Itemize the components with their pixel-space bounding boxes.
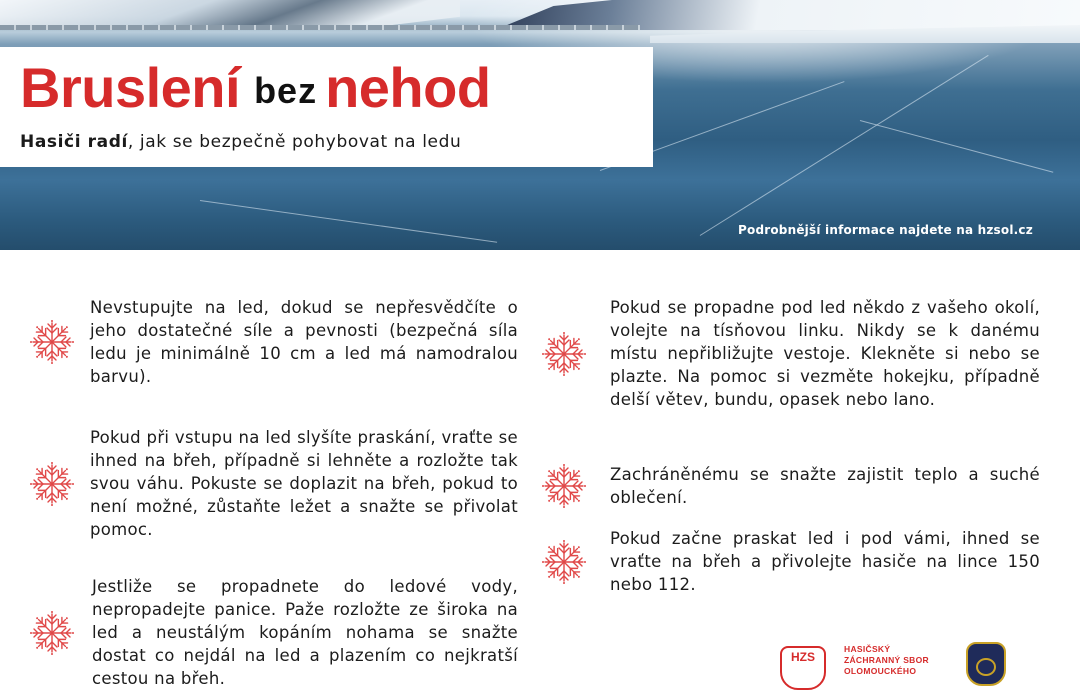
dam-image [0,25,640,30]
hzs-logo-text: HZS [791,650,815,664]
page-title [20,55,491,120]
tip-item [540,296,1040,411]
tip-item [28,426,518,541]
tip-item [28,575,518,690]
tip-item [28,296,518,388]
org-line-3: OLOMOUCKÉHO [844,666,917,676]
org-line-1: HASIČSKÝ [844,644,891,654]
title-panel [0,47,653,167]
title-word-bez: bez [254,70,318,111]
subtitle-bold: Hasiči radí [20,132,128,152]
snowflake-icon [540,462,588,510]
tip-text: Jestliže se propadnete do ledové vody, nepropadejte panice. Paže rozložte ze široka na led a neustálým kopáním nohama se snažte dostat co nejdál na led a plazením co nejkratší cestou na břeh. [92,577,518,688]
mountain-image-left [0,0,460,28]
subtitle-rest: , jak se bezpečně pohybovat na ledu [127,132,462,152]
subtitle [20,132,461,152]
tip-text: Nevstupujte na led, dokud se nepřesvědčíte o jeho dostatečné síle a pevnosti (bezpečná síla ledu je minimálně 10 cm a led má namodralou barvu). [90,298,518,386]
footer-logos [776,642,1080,675]
organization-name [844,644,929,677]
tip-text: Pokud se propadne pod led někdo z vašeho okolí, volejte na tísňovou linku. Nikdy se k danému místu nepřibližujte vestoje. Klekněte si nebo se plazte. Na pomoc si vezměte hokejku, případně delší větev, bundu, opasek nebo lano. [610,298,1040,409]
more-info-link[interactable]: Podrobnější informace najdete na hzsol.cz [738,223,1033,237]
ice-crack [860,120,1053,173]
title-word-nehod: nehod [325,56,491,119]
snowflake-icon [28,460,76,508]
tip-item [540,462,1040,510]
snowflake-icon [28,609,76,657]
tip-text: Pokud při vstupu na led slyšíte praskání, vraťte se ihned na břeh, případně si lehněte a rozložte tak svou váhu. Pokuste se doplazit na břeh, pokud to není možné, zůstaňte ležet a snažte se přivolat pomoc. [90,428,518,539]
ice-crack [200,200,497,243]
hero-banner [0,0,1080,250]
snowflake-icon [540,538,588,586]
fire-rescue-emblem-icon [966,642,1006,686]
snowflake-icon [28,318,76,366]
hzs-logo [780,646,826,690]
tip-text: Pokud začne praskat led i pod vámi, ihned se vraťte na břeh a přivolejte hasiče na lince 150 nebo 112. [610,529,1040,594]
org-line-2: ZÁCHRANNÝ SBOR [844,655,929,665]
title-word-brusleni: Bruslení [20,56,241,119]
tip-item [540,527,1040,596]
snowflake-icon [540,330,588,378]
tip-text: Zachráněnému se snažte zajistit teplo a suché oblečení. [610,465,1040,507]
